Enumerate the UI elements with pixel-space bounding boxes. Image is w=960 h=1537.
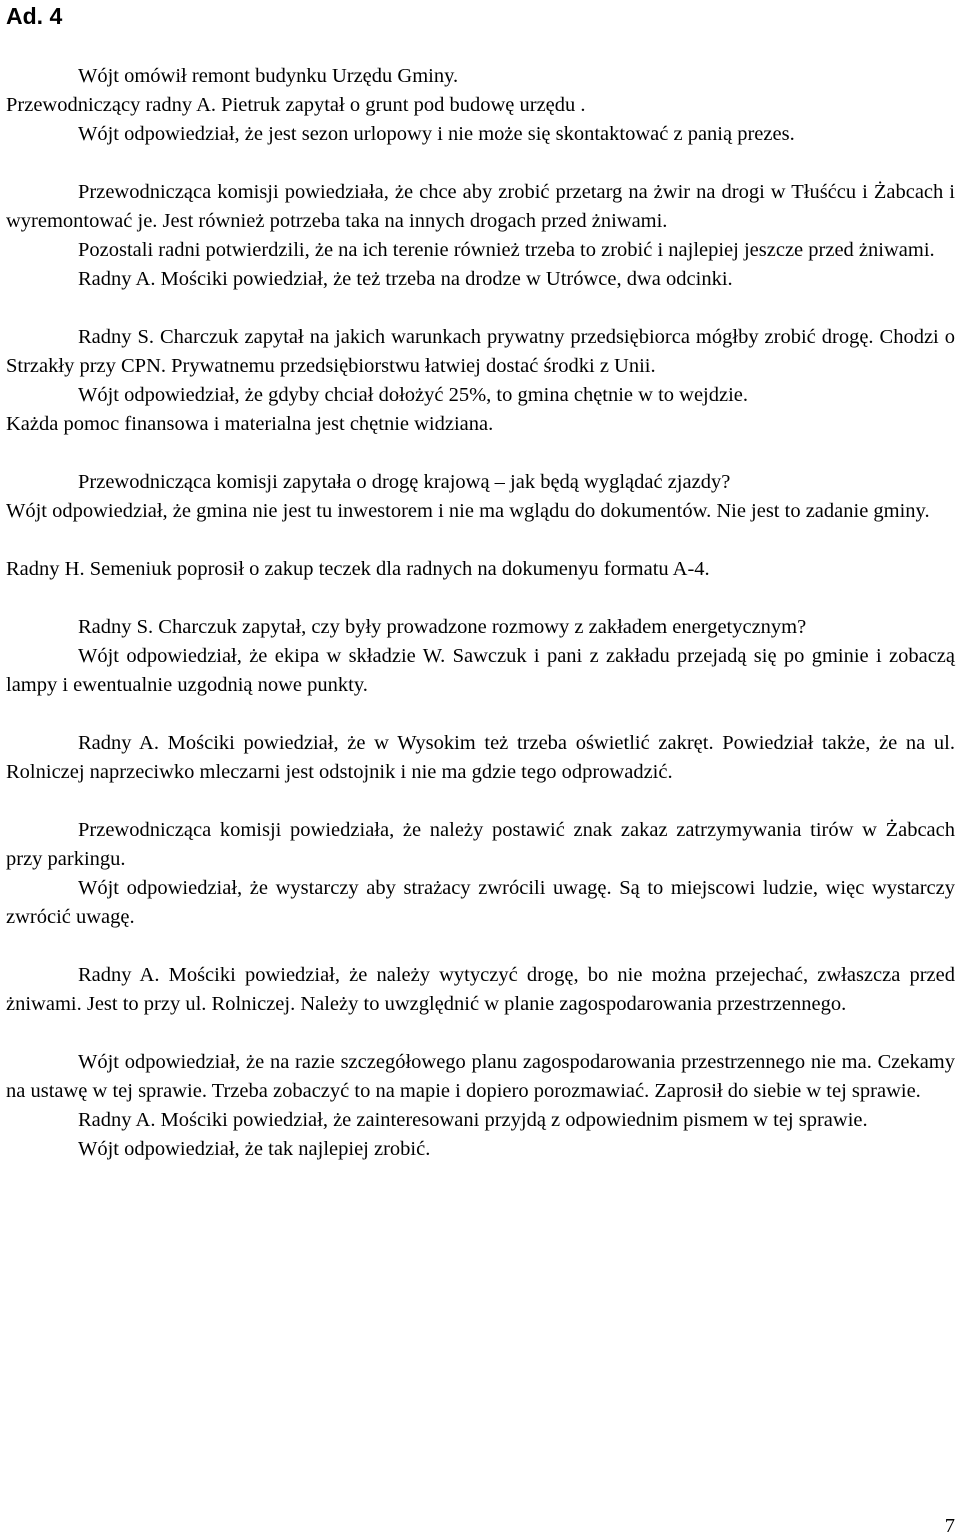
paragraph: Radny S. Charczuk zapytał, czy były prowadzone rozmowy z zakładem energetycznym? xyxy=(78,616,807,638)
section-heading: Ad. 4 xyxy=(6,3,63,29)
paragraph: Wójt odpowiedział, że gmina nie jest tu inwestorem i nie ma wglądu do dokumentów. Nie jest to zadanie gminy. xyxy=(6,500,930,522)
paragraph: Wójt odpowiedział, że tak najlepiej zrobić. xyxy=(78,1138,431,1160)
paragraph: Przewodniczący radny A. Pietruk zapytał o grunt pod budowę urzędu . xyxy=(6,94,586,116)
paragraph: Pozostali radni potwierdzili, że na ich terenie również trzeba to zrobić i najlepiej jeszcze przed żniwami. xyxy=(78,239,935,261)
paragraph: Radny S. Charczuk zapytał na jakich warunkach prywatny przedsiębiorca mógłby zrobić drogę. Chodzi o Strzakły przy CPN. Prywatnemu przedsiębiorstwu łatwiej dostać środki z Unii. xyxy=(6,326,955,377)
paragraph: Wójt omówił remont budynku Urzędu Gminy. xyxy=(78,65,459,87)
paragraph: Radny A. Mościki powiedział, że należy wytyczyć drogę, bo nie można przejechać, zwłaszcza przed żniwami. Jest to przy ul. Rolniczej. Należy to uwzględnić w planie zagospodarowania przestrzennego. xyxy=(6,964,955,1015)
paragraph-gap xyxy=(6,149,955,178)
paragraph-gap xyxy=(6,787,955,816)
paragraph-gap xyxy=(6,1019,955,1048)
paragraph: Przewodnicząca komisji powiedziała, że należy postawić znak zakaz zatrzymywania tirów w Żabcach przy parkingu. xyxy=(6,819,955,870)
paragraph: Wójt odpowiedział, że ekipa w składzie W. Sawczuk i pani z zakładu przejadą się po gminie i zobaczą lampy i ewentualnie uzgodnią nowe punkty. xyxy=(6,645,955,696)
paragraph-gap xyxy=(6,584,955,613)
paragraph: Radny A. Mościki powiedział, że w Wysokim też trzeba oświetlić zakręt. Powiedział także, że na ul. Rolniczej naprzeciwko mleczarni jest odstojnik i nie ma gdzie tego odprowadzić. xyxy=(6,732,955,783)
paragraph: Radny A. Mościki powiedział, że zainteresowani przyjdą z odpowiednim pismem w tej sprawie. xyxy=(78,1109,868,1131)
paragraph: Przewodnicząca komisji zapytała o drogę krajową – jak będą wyglądać zjazdy? xyxy=(78,471,731,493)
paragraph-gap xyxy=(6,932,955,961)
paragraph: Wójt odpowiedział, że na razie szczegółowego planu zagospodarowania przestrzennego nie ma. Czekamy na ustawę w tej sprawie. Trzeba zobaczyć to na mapie i dopiero porozmawiać. Zaprosił do siebie w tej sprawie. xyxy=(6,1051,955,1102)
document-body xyxy=(6,62,955,1164)
paragraph: Wójt odpowiedział, że gdyby chciał dołożyć 25%, to gmina chętnie w to wejdzie. xyxy=(78,384,749,406)
paragraph: Wójt odpowiedział, że jest sezon urlopowy i nie może się skontaktować z panią prezes. xyxy=(78,123,795,145)
paragraph: Radny H. Semeniuk poprosił o zakup teczek dla radnych na dokumenyu formatu A-4. xyxy=(6,558,710,580)
paragraph: Przewodnicząca komisji powiedziała, że chce aby zrobić przetarg na żwir na drogi w Tłuśćcu i Żabcach i wyremontować je. Jest również potrzeba taka na innych drogach przed żniwami. xyxy=(6,181,955,232)
paragraph: Każda pomoc finansowa i materialna jest chętnie widziana. xyxy=(6,413,494,435)
paragraph-gap xyxy=(6,526,955,555)
paragraph-gap xyxy=(6,439,955,468)
paragraph: Wójt odpowiedział, że wystarczy aby strażacy zwrócili uwagę. Są to miejscowi ludzie, więc wystarczy zwrócić uwagę. xyxy=(6,877,955,928)
page-number: 7 xyxy=(944,1515,955,1537)
paragraph: Radny A. Mościki powiedział, że też trzeba na drodze w Utrówce, dwa odcinki. xyxy=(78,268,733,290)
paragraph-gap xyxy=(6,294,955,323)
paragraph-gap xyxy=(6,700,955,729)
